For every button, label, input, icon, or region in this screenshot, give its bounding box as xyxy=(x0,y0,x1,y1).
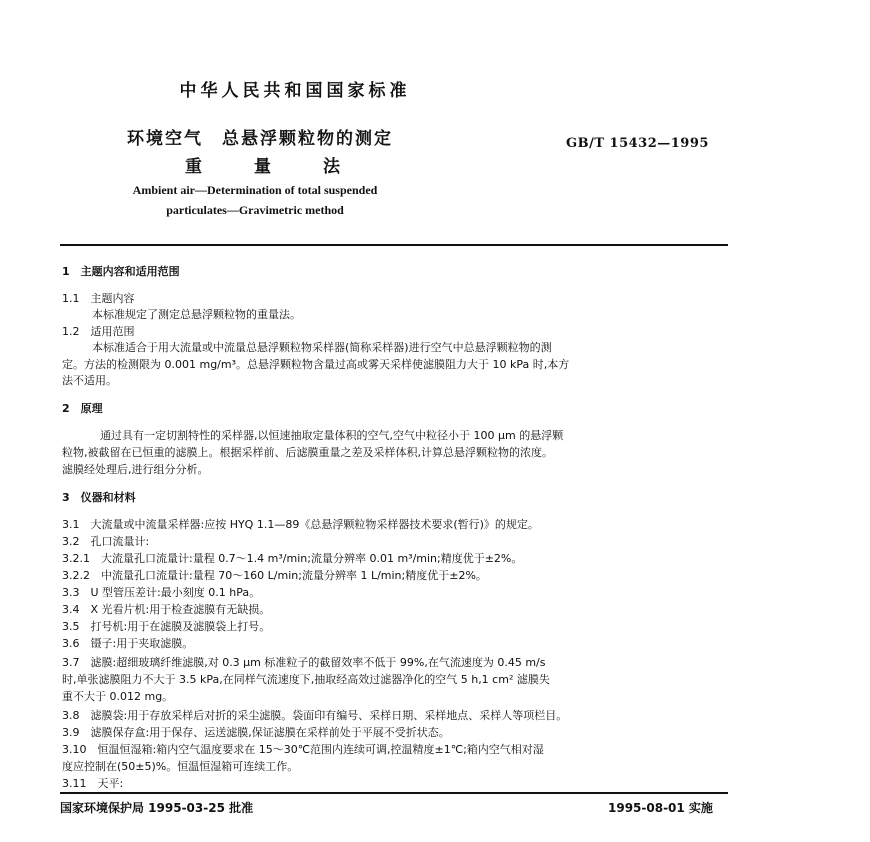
footer-rule xyxy=(60,792,728,794)
section-3-2-2: 3.2.2 中流量孔口流量计:量程 70～160 L/min;流量分辨率 1 L/min;精度优于±2%。 xyxy=(62,569,487,582)
approval-date: 国家环境保护局 1995-03-25 批准 xyxy=(60,801,254,815)
section-2-heading: 2 原理 xyxy=(62,402,103,415)
section-3-7: 重不大于 0.012 mg。 xyxy=(62,690,174,703)
document-title-line2: 重量法 xyxy=(185,157,392,177)
section-2-text: 粒物,被截留在已恒重的滤膜上。根据采样前、后滤膜重量之差及采样体积,计算总悬浮颗粒物的浓度。 xyxy=(62,446,553,459)
section-1-1-heading: 1.1 主题内容 xyxy=(62,292,135,305)
section-3-3: 3.3 U 型管压差计:最小刻度 0.1 hPa。 xyxy=(62,586,261,599)
section-3-2-1: 3.2.1 大流量孔口流量计:量程 0.7～1.4 m³/min;流量分辨率 0.01 m³/min;精度优于±2%。 xyxy=(62,552,523,565)
implementation-date: 1995-08-01 实施 xyxy=(608,801,713,815)
standard-number: GB/T 15432—1995 xyxy=(566,136,709,151)
section-3-7: 时,单张滤膜阻力不大于 3.5 kPa,在同样气流速度下,抽取经高效过滤器净化的空气 5 h,1 cm² 滤膜失 xyxy=(62,673,550,686)
section-3-1: 3.1 大流量或中流量采样器:应按 HYQ 1.1—89《总悬浮颗粒物采样器技术要求(暂行)》的规定。 xyxy=(62,518,539,531)
section-1-2-text: 定。方法的检测限为 0.001 mg/m³。总悬浮颗粒物含量过高或雾天采样使滤膜阻力大于 10 kPa 时,本方 xyxy=(62,358,570,371)
document-title-line1: 环境空气 总悬浮颗粒物的测定 xyxy=(127,129,393,149)
national-standard-heading: 中华人民共和国国家标准 xyxy=(179,81,411,101)
section-3-10: 度应控制在(50±5)%。恒温恒湿箱可连续工作。 xyxy=(62,760,299,773)
section-3-4: 3.4 X 光看片机:用于检查滤膜有无缺损。 xyxy=(62,603,271,616)
section-3-6: 3.6 镊子:用于夹取滤膜。 xyxy=(62,637,194,650)
section-1-1-text: 本标准规定了测定总悬浮颗粒物的重量法。 xyxy=(92,308,301,321)
section-1-heading: 1 主题内容和适用范围 xyxy=(62,265,180,278)
section-2-text: 通过具有一定切割特性的采样器,以恒速抽取定量体积的空气,空气中粒径小于 100 μm 的悬浮颗 xyxy=(100,429,564,442)
section-3-9: 3.9 滤膜保存盒:用于保存、运送滤膜,保证滤膜在采样前处于平展不受折状态。 xyxy=(62,726,450,739)
header-rule xyxy=(60,244,728,246)
section-1-2-text: 法不适用。 xyxy=(62,374,117,387)
section-3-5: 3.5 打号机:用于在滤膜及滤膜袋上打号。 xyxy=(62,620,271,633)
section-1-2-text: 本标准适合于用大流量或中流量总悬浮颗粒物采样器(简称采样器)进行空气中总悬浮颗粒物的测 xyxy=(92,341,552,354)
english-title-line1: Ambient air—Determination of total suspended xyxy=(132,183,378,197)
english-title-line2: particulates—Gravimetric method xyxy=(166,203,344,217)
section-3-11: 3.11 天平: xyxy=(62,777,124,790)
section-2-text: 滤膜经处理后,进行组分分析。 xyxy=(62,463,209,476)
section-3-2: 3.2 孔口流量计: xyxy=(62,535,150,548)
section-3-7: 3.7 滤膜:超细玻璃纤维滤膜,对 0.3 μm 标准粒子的截留效率不低于 99%,在气流速度为 0.45 m/s xyxy=(62,656,546,669)
section-1-2-heading: 1.2 适用范围 xyxy=(62,325,135,338)
section-3-heading: 3 仪器和材料 xyxy=(62,491,136,504)
section-3-10: 3.10 恒温恒湿箱:箱内空气温度要求在 15～30℃范围内连续可调,控温精度±1℃;箱内空气相对湿 xyxy=(62,743,544,756)
section-3-8: 3.8 滤膜袋:用于存放采样后对折的采尘滤膜。袋面印有编号、采样日期、采样地点、采样人等项栏目。 xyxy=(62,709,568,722)
